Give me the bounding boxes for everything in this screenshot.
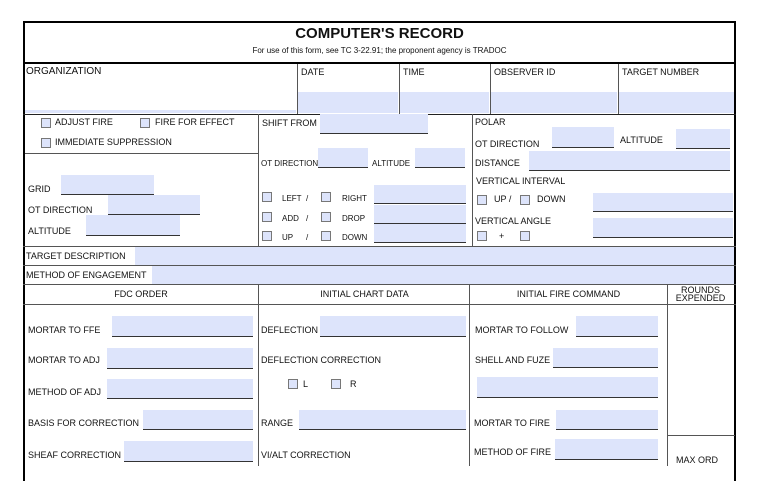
add-label: ADD bbox=[282, 214, 299, 223]
mortar-to-follow-label: MORTAR TO FOLLOW bbox=[475, 325, 569, 335]
right-checkbox[interactable] bbox=[321, 192, 331, 202]
immediate-suppression-checkbox[interactable] bbox=[41, 138, 51, 148]
shift-ot-direction-field[interactable] bbox=[318, 148, 368, 168]
mortar-to-ffe-field[interactable] bbox=[112, 316, 253, 337]
drop-label: DROP bbox=[342, 214, 366, 223]
down-checkbox[interactable] bbox=[321, 231, 331, 241]
distance-field[interactable] bbox=[529, 151, 730, 171]
method-of-adj-field[interactable] bbox=[107, 379, 253, 399]
slash: / bbox=[306, 214, 309, 223]
shift-from-label: SHIFT FROM bbox=[262, 118, 317, 128]
method-of-fire-field[interactable] bbox=[555, 439, 658, 460]
grid-field[interactable] bbox=[61, 175, 154, 195]
observer-id-label: OBSERVER ID bbox=[494, 67, 556, 77]
divider bbox=[23, 284, 736, 285]
target-description-field[interactable] bbox=[135, 247, 734, 265]
mortar-to-adj-label: MORTAR TO ADJ bbox=[28, 355, 100, 365]
left-checkbox[interactable] bbox=[262, 192, 272, 202]
right-label: RIGHT bbox=[342, 194, 367, 203]
date-field[interactable] bbox=[298, 92, 398, 113]
observer-id-field[interactable] bbox=[491, 92, 617, 113]
deflection-field[interactable] bbox=[320, 316, 466, 337]
divider bbox=[258, 284, 259, 466]
shift-ot-direction-label: OT DIRECTION bbox=[261, 159, 319, 168]
shell-and-fuze-field[interactable] bbox=[553, 348, 658, 368]
shift-from-field[interactable] bbox=[320, 114, 428, 134]
method-of-engagement-field[interactable] bbox=[152, 266, 734, 284]
r-label: R bbox=[350, 379, 357, 389]
vi-down-checkbox[interactable] bbox=[520, 195, 530, 205]
basis-for-correction-field[interactable] bbox=[143, 410, 253, 430]
organization-label: ORGANIZATION bbox=[26, 66, 102, 77]
form-title: COMPUTER'S RECORD bbox=[295, 25, 464, 42]
organization-field[interactable] bbox=[25, 110, 296, 113]
immediate-suppression-label: IMMEDIATE SUPPRESSION bbox=[55, 137, 172, 147]
target-description-label: TARGET DESCRIPTION bbox=[26, 251, 126, 261]
deflection-label: DEFLECTION bbox=[261, 325, 319, 335]
polar-ot-direction-field[interactable] bbox=[552, 127, 614, 148]
distance-label: DISTANCE bbox=[475, 158, 520, 168]
divider bbox=[25, 153, 258, 154]
add-drop-field[interactable] bbox=[374, 205, 466, 224]
adjust-fire-checkbox[interactable] bbox=[41, 118, 51, 128]
add-checkbox[interactable] bbox=[262, 212, 272, 222]
deflection-correction-label: DEFLECTION CORRECTION bbox=[261, 355, 382, 365]
vertical-angle-label: VERTICAL ANGLE bbox=[475, 216, 552, 226]
initial-fire-command-header: INITIAL FIRE COMMAND bbox=[516, 289, 621, 299]
deflection-r-checkbox[interactable] bbox=[331, 379, 341, 389]
divider bbox=[469, 284, 470, 466]
vertical-interval-label: VERTICAL INTERVAL bbox=[476, 176, 566, 186]
up-down-field[interactable] bbox=[374, 224, 466, 243]
polar-altitude-field[interactable] bbox=[676, 129, 730, 149]
divider bbox=[23, 304, 736, 305]
mortar-to-fire-field[interactable] bbox=[556, 410, 658, 430]
vi-alt-correction-label: VI/ALT CORRECTION bbox=[261, 450, 351, 460]
rounds-expended-header bbox=[667, 286, 734, 302]
initial-chart-data-header: INITIAL CHART DATA bbox=[320, 289, 409, 299]
method-of-fire-label: METHOD OF FIRE bbox=[474, 447, 551, 457]
shift-altitude-field[interactable] bbox=[415, 148, 465, 168]
fire-for-effect-label: FIRE FOR EFFECT bbox=[155, 117, 235, 127]
va-minus-checkbox[interactable] bbox=[520, 231, 530, 241]
form-subtitle: For use of this form, see TC 3-22.91; the proponent agency is TRADOC bbox=[252, 46, 507, 55]
slash: / bbox=[306, 194, 309, 203]
title-divider bbox=[23, 62, 736, 64]
mortar-to-follow-field[interactable] bbox=[576, 316, 658, 337]
vertical-interval-field[interactable] bbox=[593, 193, 733, 212]
vertical-angle-field[interactable] bbox=[593, 218, 733, 238]
grid-altitude-label: ALTITUDE bbox=[28, 226, 71, 236]
time-field[interactable] bbox=[400, 92, 489, 113]
rounds-label: ROUNDS bbox=[680, 285, 720, 295]
slash: / bbox=[306, 233, 309, 242]
divider bbox=[258, 114, 259, 246]
polar-altitude-label: ALTITUDE bbox=[620, 135, 663, 145]
expended-label: EXPENDED bbox=[675, 293, 726, 303]
target-number-field[interactable] bbox=[619, 92, 734, 113]
range-field[interactable] bbox=[299, 410, 466, 430]
range-label: RANGE bbox=[261, 418, 294, 428]
divider bbox=[667, 284, 668, 466]
left-right-field[interactable] bbox=[374, 185, 466, 204]
method-of-engagement-label: METHOD OF ENGAGEMENT bbox=[26, 270, 147, 280]
shell-and-fuze-label: SHELL AND FUZE bbox=[475, 355, 551, 365]
va-plus-checkbox[interactable] bbox=[477, 231, 487, 241]
sheaf-correction-label: SHEAF CORRECTION bbox=[28, 450, 122, 460]
polar-ot-direction-label: OT DIRECTION bbox=[475, 139, 540, 149]
shell-and-fuze-extra-field[interactable] bbox=[477, 377, 658, 398]
grid-label: GRID bbox=[28, 184, 51, 194]
max-ord-label: MAX ORD bbox=[676, 455, 719, 465]
left-label: LEFT bbox=[282, 194, 302, 203]
up-checkbox[interactable] bbox=[262, 231, 272, 241]
fire-for-effect-checkbox[interactable] bbox=[140, 118, 150, 128]
up-label: UP bbox=[282, 233, 294, 242]
basis-for-correction-label: BASIS FOR CORRECTION bbox=[28, 418, 140, 428]
grid-altitude-field[interactable] bbox=[86, 215, 180, 236]
vi-up-label: UP / bbox=[494, 194, 512, 204]
mortar-to-ffe-label: MORTAR TO FFE bbox=[28, 325, 101, 335]
grid-ot-direction-label: OT DIRECTION bbox=[28, 205, 93, 215]
method-of-adj-label: METHOD OF ADJ bbox=[28, 387, 102, 397]
sheaf-correction-field[interactable] bbox=[124, 441, 253, 462]
polar-label: POLAR bbox=[475, 117, 506, 127]
shift-altitude-label: ALTITUDE bbox=[372, 159, 411, 168]
time-label: TIME bbox=[403, 67, 425, 77]
vi-up-checkbox[interactable] bbox=[477, 195, 487, 205]
vi-down-label: DOWN bbox=[537, 194, 566, 204]
l-label: L bbox=[303, 379, 309, 389]
deflection-l-checkbox[interactable] bbox=[288, 379, 298, 389]
target-number-label: TARGET NUMBER bbox=[622, 67, 700, 77]
divider bbox=[472, 114, 473, 246]
mortar-to-fire-label: MORTAR TO FIRE bbox=[474, 418, 550, 428]
plus-label: + bbox=[499, 231, 505, 241]
date-label: DATE bbox=[301, 67, 325, 77]
drop-checkbox[interactable] bbox=[321, 212, 331, 222]
grid-ot-direction-field[interactable] bbox=[108, 195, 200, 215]
mortar-to-adj-field[interactable] bbox=[107, 348, 253, 369]
fdc-order-header: FDC ORDER bbox=[114, 289, 168, 299]
adjust-fire-label: ADJUST FIRE bbox=[55, 117, 113, 127]
divider bbox=[667, 435, 735, 436]
down-label: DOWN bbox=[342, 233, 368, 242]
